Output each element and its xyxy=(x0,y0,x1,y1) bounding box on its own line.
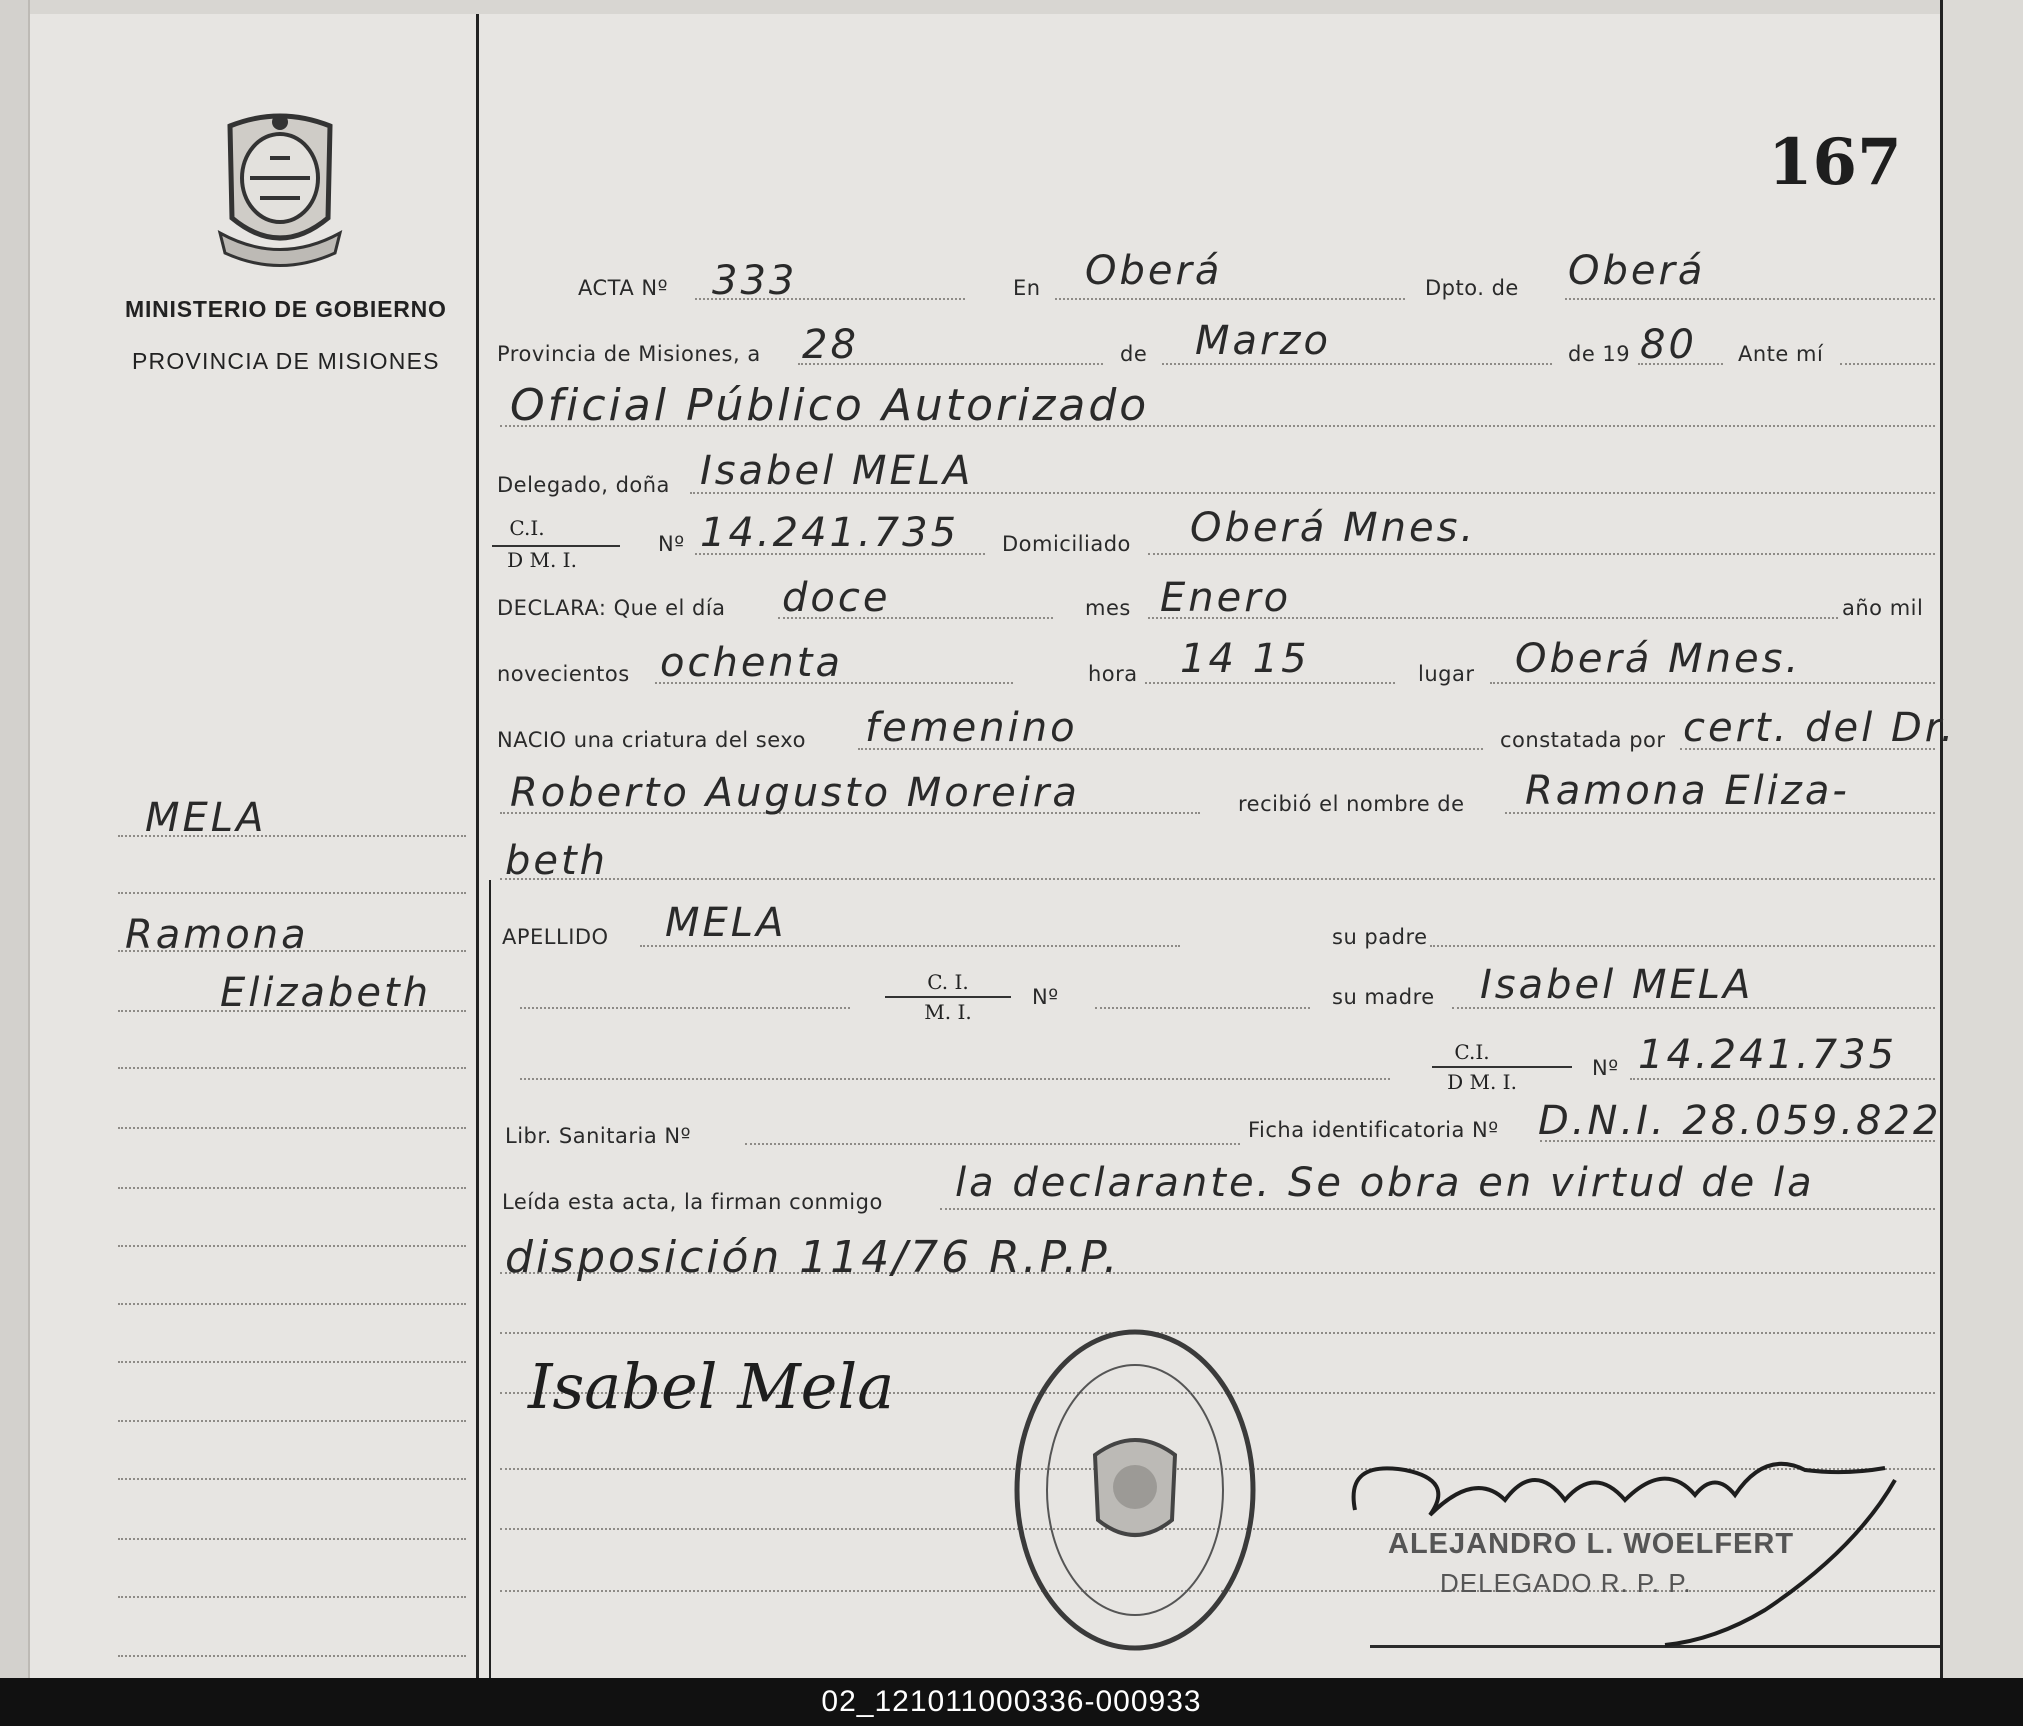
fraction-bar xyxy=(885,996,1011,998)
novecientos-label: novecientos xyxy=(497,662,630,686)
ficha-value: D.N.I. 28.059.822 xyxy=(1538,1098,1942,1144)
delegado-nro-label: Nº xyxy=(658,532,685,556)
declara-label: DECLARA: Que el día xyxy=(497,596,726,620)
registry-seal-icon xyxy=(1010,1325,1260,1655)
domiciliado-value: Oberá Mnes. xyxy=(1190,505,1477,551)
anio-value: 80 xyxy=(1640,322,1697,368)
margin-line xyxy=(118,1187,466,1189)
hora-value: 14 15 xyxy=(1180,636,1310,682)
margin-line xyxy=(118,1420,466,1422)
margin-surname: MELA xyxy=(145,795,267,841)
novecientos-value: ochenta xyxy=(660,640,843,686)
margin-divider xyxy=(476,14,479,1678)
libreta-label: Libr. Sanitaria Nº xyxy=(505,1124,691,1148)
official-stamp-title: DELEGADO R. P. P. xyxy=(1440,1568,1692,1598)
ficha-label: Ficha identificatoria Nº xyxy=(1248,1118,1499,1142)
provincia-label: Provincia de Misiones, a xyxy=(497,342,761,366)
margin-line xyxy=(118,892,466,894)
hora-line xyxy=(1145,682,1395,684)
coat-of-arms-icon xyxy=(210,108,350,268)
margin-line xyxy=(118,1127,466,1129)
delegado-label: Delegado, doña xyxy=(497,473,670,497)
image-id-footer: 02_121011000336-000933 xyxy=(0,1678,2023,1726)
margin-line xyxy=(118,1538,466,1540)
medico-value: Roberto Augusto Moreira xyxy=(510,770,1080,816)
leida-value-2: disposición 114/76 R.P.P. xyxy=(505,1232,1121,1283)
madre-dmi-label: D M. I. xyxy=(1447,1070,1517,1094)
padre-nro-label: Nº xyxy=(1032,985,1059,1009)
mes-label: mes xyxy=(1085,596,1131,620)
margin-line xyxy=(118,1596,466,1598)
mes-value: Marzo xyxy=(1195,318,1331,364)
constatada-label: constatada por xyxy=(1500,728,1666,752)
margin-line xyxy=(118,1303,466,1305)
page-right-edge xyxy=(1940,0,2023,1678)
padre-doc-line xyxy=(520,1007,850,1009)
official-stamp-name: ALEJANDRO L. WOELFERT xyxy=(1388,1528,1795,1560)
margin-line xyxy=(118,1361,466,1363)
margin-line xyxy=(118,1478,466,1480)
nombre-value-2: beth xyxy=(505,838,609,884)
delegado-value: Isabel MELA xyxy=(700,448,974,494)
madre-ci-label: C.I. xyxy=(1454,1040,1490,1064)
nacio-label: NACIO una criatura del sexo xyxy=(497,728,806,752)
de-label: de xyxy=(1120,342,1148,366)
domiciliado-line xyxy=(1148,553,1935,555)
lugar-value: Oberá Mnes. xyxy=(1515,636,1802,682)
ministry-title: MINISTERIO DE GOBIERNO xyxy=(125,296,447,322)
madre-nro-line xyxy=(1630,1078,1935,1080)
sexo-value: femenino xyxy=(865,705,1078,751)
nombre-line-2 xyxy=(500,878,1935,880)
dpto-label: Dpto. de xyxy=(1425,276,1519,300)
su-madre-label: su madre xyxy=(1332,985,1435,1009)
en-value: Oberá xyxy=(1085,248,1223,294)
madre-value: Isabel MELA xyxy=(1480,962,1754,1008)
lugar-line xyxy=(1490,682,1935,684)
dia-value: 28 xyxy=(802,322,859,368)
leida-label: Leída esta acta, la firman conmigo xyxy=(502,1190,883,1214)
apellido-label: APELLIDO xyxy=(502,925,609,949)
ante-line xyxy=(1840,363,1935,365)
leida-line-1 xyxy=(940,1208,1935,1210)
margin-divider-inner xyxy=(489,880,491,1678)
delegado-nro-value: 14.241.735 xyxy=(700,510,960,556)
leida-value-1: la declarante. Se obra en virtud de la xyxy=(955,1160,1815,1206)
fraction-bar xyxy=(492,545,620,547)
hora-label: hora xyxy=(1088,662,1138,686)
madre-nro-value: 14.241.735 xyxy=(1638,1032,1898,1078)
margin-line xyxy=(118,1655,466,1657)
declarant-signature: Isabel Mela xyxy=(528,1350,895,1423)
margin-given-name-1: Ramona xyxy=(125,912,309,958)
de19-label: de 19 xyxy=(1568,342,1631,366)
apellido-value: MELA xyxy=(665,900,787,946)
domiciliado-label: Domiciliado xyxy=(1002,532,1131,556)
page-number: 167 xyxy=(1768,125,1902,200)
nombre-value-1: Ramona Eliza- xyxy=(1525,768,1850,814)
page-top-edge xyxy=(0,0,2023,14)
padre-nro-line xyxy=(1095,1007,1310,1009)
province-title: PROVINCIA DE MISIONES xyxy=(132,348,440,374)
oficial-value: Oficial Público Autorizado xyxy=(510,380,1150,431)
fraction-bar xyxy=(1432,1066,1572,1068)
margin-line xyxy=(118,1245,466,1247)
delegado-ci-label: C.I. xyxy=(509,516,545,540)
lugar-label: lugar xyxy=(1418,662,1475,686)
constatada-value: cert. del Dr. xyxy=(1683,705,1957,751)
anio-mil-label: año mil xyxy=(1842,596,1924,620)
madre-doc-line xyxy=(520,1078,1390,1080)
libreta-line xyxy=(745,1143,1240,1145)
recibio-label: recibió el nombre de xyxy=(1238,792,1465,816)
dpto-line xyxy=(1565,298,1935,300)
en-line xyxy=(1055,298,1405,300)
padre-ci-label: C. I. xyxy=(927,970,969,994)
margin-line xyxy=(118,1067,466,1069)
margin-given-name-2: Elizabeth xyxy=(220,970,432,1016)
padre-mi-label: M. I. xyxy=(924,1000,972,1024)
madre-nro-label: Nº xyxy=(1592,1056,1619,1080)
acta-value: 333 xyxy=(712,258,798,304)
delegado-dmi-label: D M. I. xyxy=(507,548,577,572)
ante-label: Ante mí xyxy=(1738,342,1824,366)
en-label: En xyxy=(1013,276,1041,300)
dpto-value: Oberá xyxy=(1568,248,1706,294)
declara-dia-value: doce xyxy=(782,575,891,621)
su-padre-label: su padre xyxy=(1332,925,1428,949)
padre-line xyxy=(1430,945,1935,947)
declara-mes-value: Enero xyxy=(1160,575,1292,621)
page-left-edge xyxy=(0,0,30,1678)
acta-label: ACTA Nº xyxy=(578,276,669,300)
